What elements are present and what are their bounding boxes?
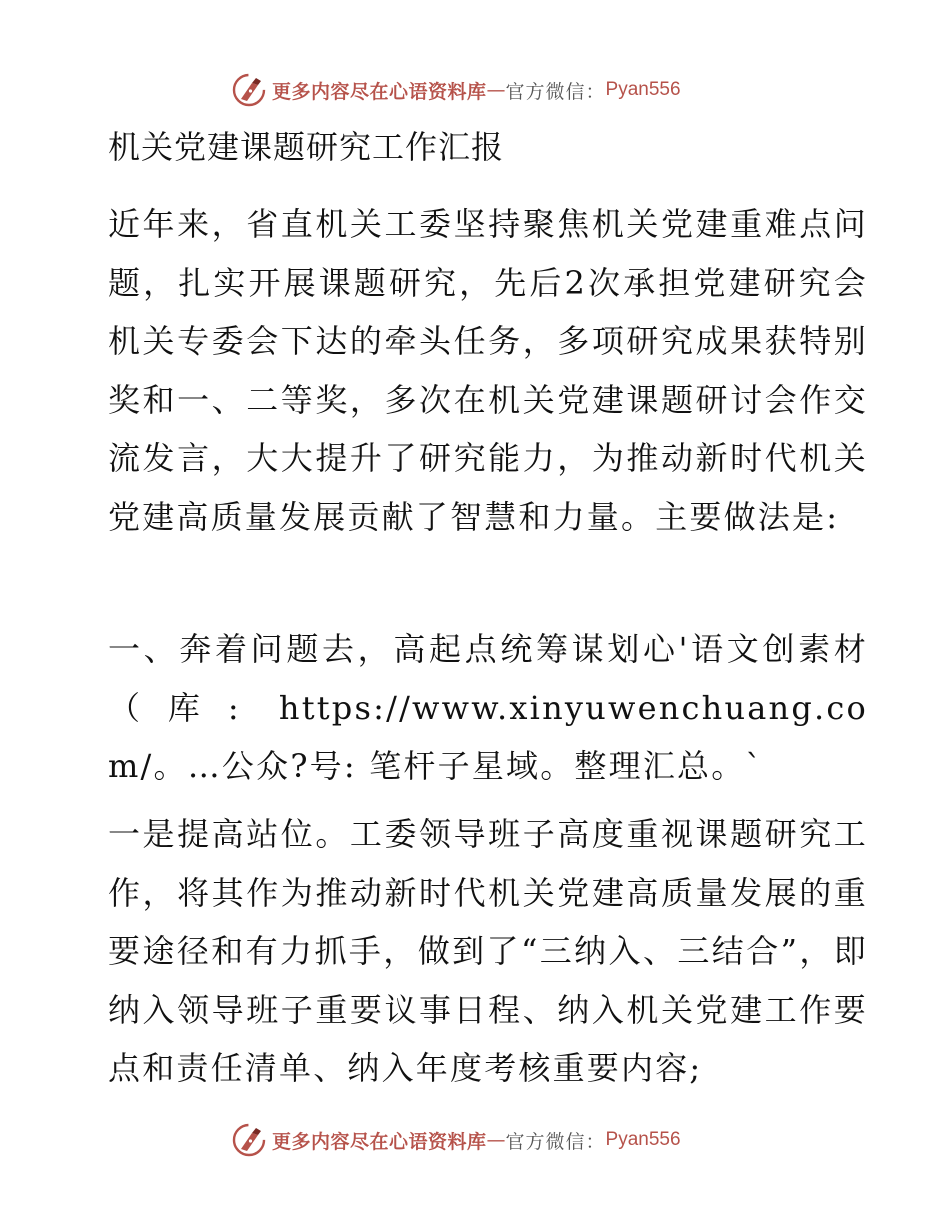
paragraph-intro: 近年来，省直机关工委坚持聚焦机关党建重难点问题，扎实开展课题研究，先后2次承担党建研究会机关专委会下达的牵头任务，多项研究成果获特别奖和一、二等奖，多次在机关党建课题研讨会作交流发言，大大提升了研究能力，为推动新时代机关党建高质量发展贡献了智慧和力量。主要做法是:	[108, 205, 868, 536]
watermark-dash: —	[486, 1129, 506, 1151]
watermark-official-label: 官方微信：	[505, 1130, 606, 1153]
fountain-pen-nib-logo-icon	[232, 73, 266, 107]
document-title: 机关党建课题研究工作汇报	[108, 128, 505, 166]
watermark-banner-bottom	[232, 1122, 681, 1158]
watermark-slogan: 更多内容尽在心语资料库	[272, 1130, 487, 1153]
paragraph-section-one-heading: 一、奔着问题去，高起点统筹谋划心'语文创素材（库: https://www.xinyuwenchuang.com/。…公众?号: 笔杆子星域。整理汇总。`	[108, 630, 868, 785]
fountain-pen-nib-logo-icon	[232, 1123, 266, 1157]
paragraph-raise-standing: 一是提高站位。工委领导班子高度重视课题研究工作，将其作为推动新时代机关党建高质量发展的重要途径和有力抓手，做到了“三纳入、三结合”，即纳入领导班子重要议事日程、纳入机关党建工作要点和责任清单、纳入年度考核重要内容;	[108, 815, 868, 1087]
watermark-dash: —	[486, 79, 506, 101]
watermark-wechat-id: Pyan556	[605, 1129, 681, 1150]
watermark-slogan: 更多内容尽在心语资料库	[272, 80, 487, 103]
watermark-banner-top	[232, 72, 681, 108]
watermark-official-label: 官方微信：	[505, 80, 606, 103]
watermark-wechat-id: Pyan556	[605, 79, 681, 100]
